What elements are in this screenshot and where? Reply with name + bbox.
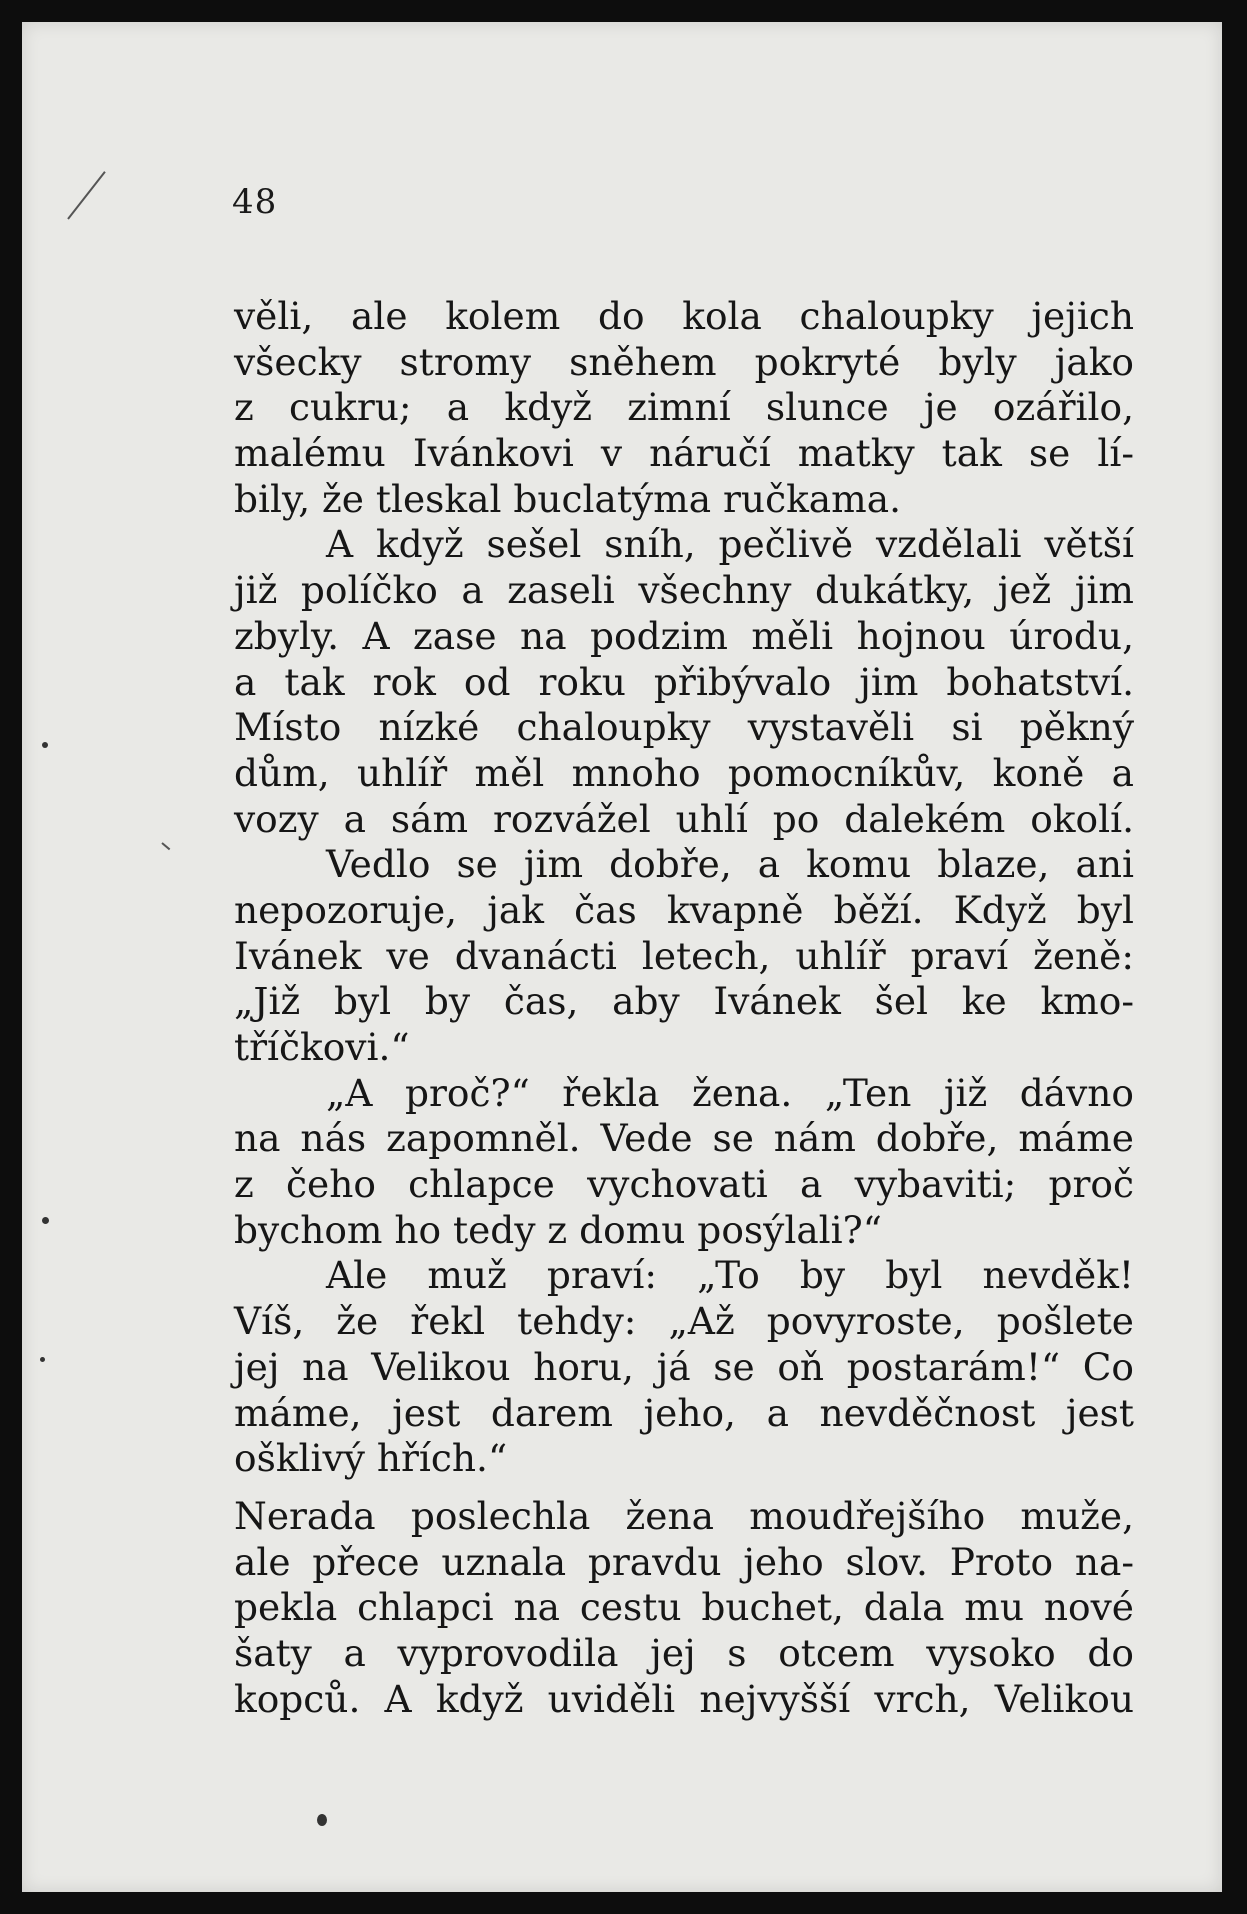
book-page: [22, 22, 1222, 1892]
text-line: již políčko a zaseli všechny dukátky, jež jim: [234, 568, 1134, 613]
text-line: bychom ho tedy z domu posýlali?“: [234, 1207, 882, 1252]
text-line: a tak rok od roku přibývalo jim bohatství.: [234, 659, 1134, 704]
text-line: máme, jest darem jeho, a nevděčnost jest: [234, 1390, 1134, 1435]
text-line: šaty a vyprovodila jej s otcem vysoko do: [234, 1630, 1134, 1675]
text-line: bily, že tleskal buclatýma ručkama.: [234, 476, 901, 521]
scan-scratch: [67, 171, 106, 220]
text-line: z cukru; a když zimní slunce je ozářilo,: [234, 385, 1134, 430]
text-line: „A proč?“ řekla žena. „Ten již dávno: [326, 1070, 1134, 1115]
text-line: tříčkovi.“: [234, 1025, 410, 1069]
text-line: jej na Velikou horu, já se oň postarám!“ Co: [234, 1344, 1134, 1389]
text-line: na nás zapomněl. Vede se nám dobře, máme: [234, 1116, 1134, 1161]
scan-speck: [42, 1217, 49, 1224]
body-text: [234, 294, 1134, 1722]
text-line: zbyly. A zase na podzim měli hojnou úrodu,: [234, 613, 1134, 658]
text-line: Ale muž praví: „To by byl nevděk!: [326, 1253, 1134, 1298]
text-line: Vedlo se jim dobře, a komu blaze, ani: [326, 842, 1134, 887]
text-line: nepozoruje, jak čas kvapně běží. Když byl: [234, 887, 1134, 932]
text-line: všecky stromy sněhem pokryté byly jako: [234, 339, 1134, 384]
text-line: kopců. A když uviděli nejvyšší vrch, Velikou: [234, 1676, 1134, 1721]
scan-speck: [40, 1357, 45, 1362]
text-line: A když sešel sníh, pečlivě vzdělali větší: [326, 522, 1134, 567]
text-line: ošklivý hřích.“: [234, 1436, 508, 1481]
text-line: Ivánek ve dvanácti letech, uhlíř praví ženě:: [234, 933, 1134, 978]
text-line: věli, ale kolem do kola chaloupky jejich: [234, 294, 1134, 338]
scan-scratch: [161, 842, 170, 850]
scan-speck: [42, 742, 48, 748]
text-line: malému Ivánkovi v náručí matky tak se lí-: [234, 431, 1134, 476]
page-number: 48: [232, 182, 278, 222]
scan-speck: [317, 1814, 327, 1826]
text-line: Víš, že řekl tehdy: „Až povyroste, pošlete: [234, 1299, 1134, 1344]
text-line: „Již byl by čas, aby Ivánek šel ke kmo-: [234, 979, 1134, 1024]
text-line: Nerada poslechla žena moudřejšího muže,: [234, 1493, 1134, 1538]
text-line: pekla chlapci na cestu buchet, dala mu nové: [234, 1585, 1134, 1630]
text-line: z čeho chlapce vychovati a vybaviti; proč: [234, 1162, 1134, 1207]
text-line: Místo nízké chaloupky vystavěli si pěkný: [234, 705, 1134, 750]
text-line: vozy a sám rozvážel uhlí po dalekém okolí.: [234, 796, 1134, 841]
text-line: ale přece uznala pravdu jeho slov. Proto na-: [234, 1539, 1134, 1584]
text-line: dům, uhlíř měl mnoho pomocníkův, koně a: [234, 750, 1134, 795]
